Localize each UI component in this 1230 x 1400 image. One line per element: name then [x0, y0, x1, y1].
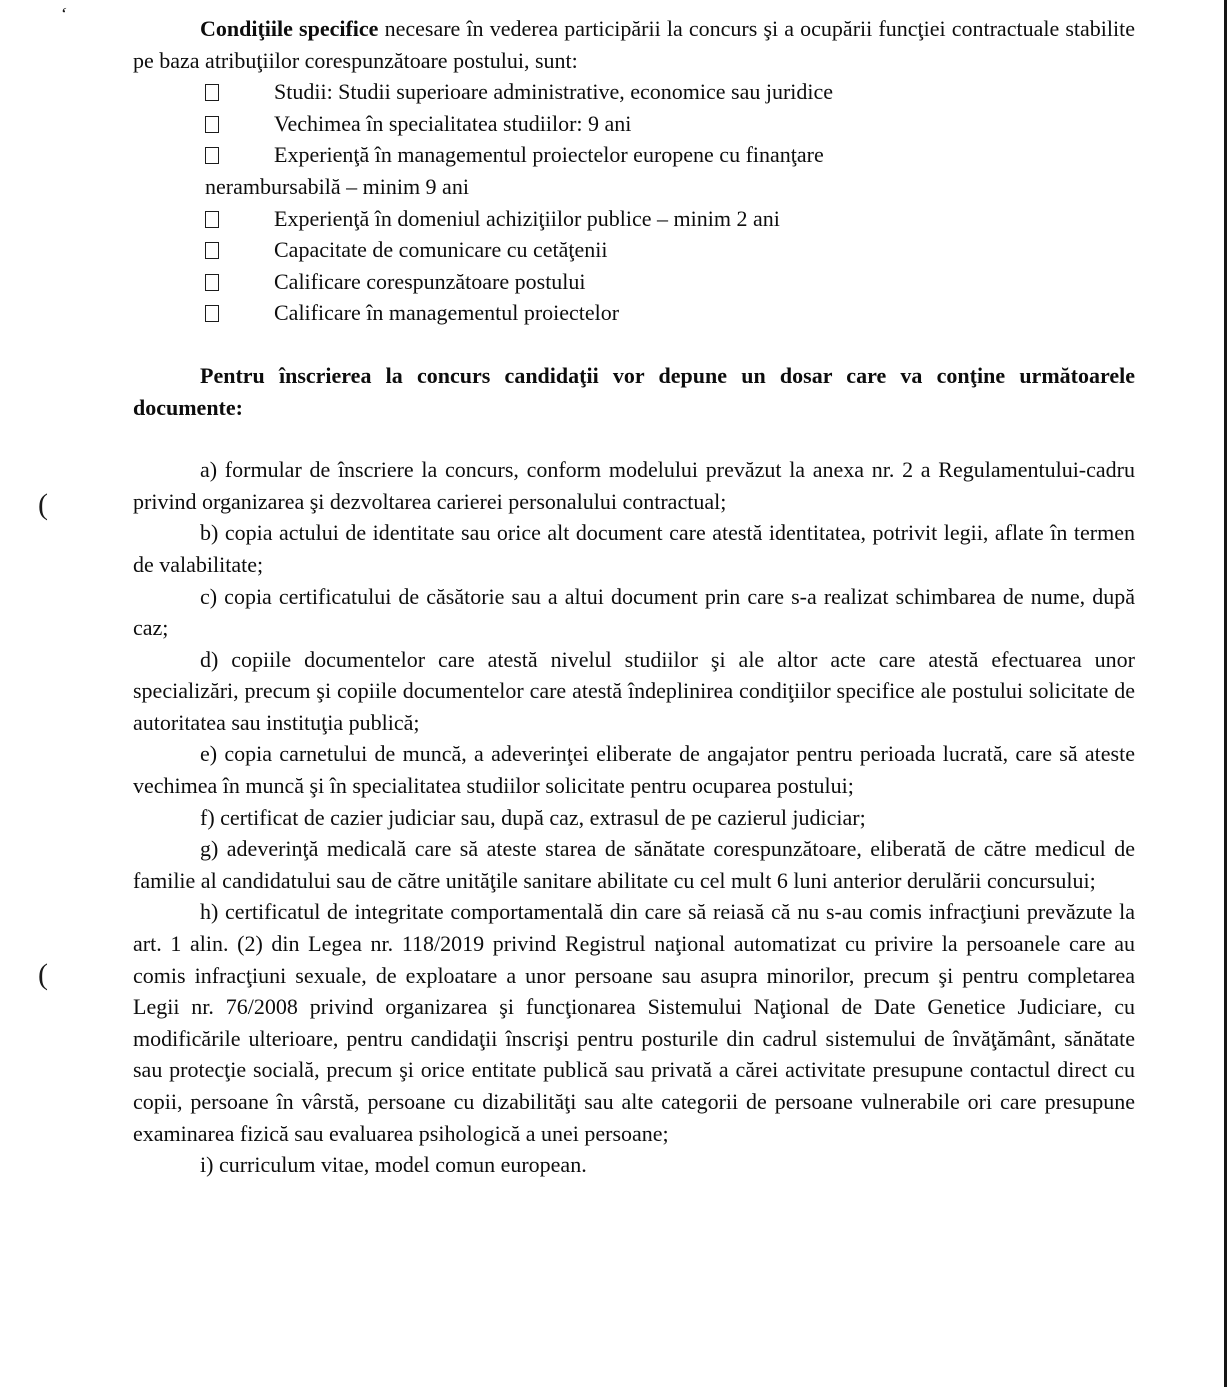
requirement-item: [205, 234, 1135, 266]
dossier-item-g: g) adeverinţă medicală care să ateste starea de sănătate corespunzătoare, eliberată de către medicul de familie al candidatului sau de către unităţile sanitare abilitate cu cel mult 6 luni anterior derulării concursului;: [133, 836, 1135, 893]
requirement-item: [205, 297, 1135, 329]
requirement-item: [205, 266, 1135, 298]
dossier-item-e: e) copia carnetului de muncă, a adeverinţei eliberate de angajator pentru perioada lucrată, care să ateste vechimea în muncă şi în specialitatea studiilor solicitate pentru ocuparea postului;: [133, 741, 1135, 799]
intro-paragraph: [133, 13, 1135, 76]
requirement-item: [205, 139, 1135, 171]
dossier-item-a: a) formular de înscriere la concurs, conform modelului prevăzut la anexa nr. 2 a Regulamentului-cadru privind organizarea şi dezvoltarea carierei personalului contractual;: [133, 457, 1135, 514]
requirement-item: [205, 108, 1135, 140]
dossier-item-d: d) copiile documentelor care atestă nivelul studiilor şi ale altor acte care atestă efectuarea unor specializări, precum şi copiile documentelor care atestă îndeplinirea condiţiilor specifice ale postului solicitate de autoritatea sau instituţia publică;: [133, 646, 1135, 735]
empty-checkbox-icon: [205, 242, 219, 259]
dossier-heading: Pentru înscrierea la concurs candidaţii vor depune un dosar care va conţine următoarele documente:: [133, 362, 1135, 420]
empty-checkbox-icon: [205, 116, 219, 133]
dossier-item-c: c) copia certificatului de căsătorie sau a altui document prin care s-a realizat schimbarea de nume, după caz;: [133, 583, 1135, 641]
dossier-item-i: i) curriculum vitae, model comun european.: [200, 1152, 587, 1178]
intro-lead-bold: Condiţiile specifice: [200, 16, 379, 41]
requirement-text: Experienţă în domeniul achiziţiilor publice – minim 2 ani: [274, 205, 780, 231]
requirement-continuation-text: nerambursabilă – minim 9 ani: [205, 173, 469, 199]
dossier-item-b: b) copia actului de identitate sau orice alt document care atestă identitatea, potrivit legii, aflate în termen de valabilitate;: [133, 520, 1135, 577]
requirement-item: [205, 203, 1135, 235]
dossier-item-f: f) certificat de cazier judiciar sau, după caz, extrasul de pe cazierul judiciar;: [200, 804, 866, 830]
requirement-text: Experienţă în managementul proiectelor europene cu finanţare: [274, 142, 824, 168]
requirement-item: [205, 76, 1135, 108]
requirement-text: Capacitate de comunicare cu cetăţenii: [274, 237, 608, 263]
empty-checkbox-icon: [205, 274, 219, 291]
scan-edge-line: [1224, 0, 1227, 1387]
requirement-text: Calificare corespunzătoare postului: [274, 268, 586, 294]
scan-margin-mark: ʻ: [57, 3, 69, 26]
empty-checkbox-icon: [205, 147, 219, 164]
scan-margin-mark: (: [38, 488, 48, 521]
requirement-continuation: [205, 171, 1135, 203]
document-page: [0, 13, 1230, 1181]
scan-margin-mark: (: [38, 958, 48, 991]
intro-rest: necesare în vederea participării la concurs şi a ocupării funcţiei contractuale stabilite pe baza atribuţiilor corespunzătoare postului, sunt:: [133, 16, 1135, 73]
requirement-text: Vechimea în specialitatea studiilor: 9 ani: [274, 110, 632, 136]
empty-checkbox-icon: [205, 305, 219, 322]
requirement-text: Studii: Studii superioare administrative, economice sau juridice: [274, 79, 834, 105]
dossier-item-h: h) certificatul de integritate comportamentală din care să reiasă că nu s-au comis infracţiuni prevăzute la art. 1 alin. (2) din Legea nr. 118/2019 privind Registrul naţional automatizat cu privire la persoanele care au comis infracţiuni sexuale, de exploatare a unor persoane sau asupra minorilor, precum şi pentru completarea Legii nr. 76/2008 privind organizarea şi funcţionarea Sistemului Naţional de Date Genetice Judiciare, cu modificările ulterioare, pentru candidaţii înscrişi pentru posturile din cadrul sistemului de învăţământ, sănătate sau protecţie socială, precum şi orice entitate publică sau privată a cărei activitate presupune contactul direct cu copii, persoane în vârstă, persoane cu dizabilităţi sau alte categorii de persoane vulnerabile ori care presupune examinarea fizică sau evaluarea psihologică a unei persoane;: [133, 899, 1135, 1146]
requirement-text: Calificare în managementul proiectelor: [274, 300, 620, 326]
empty-checkbox-icon: [205, 211, 219, 228]
empty-checkbox-icon: [205, 84, 219, 101]
